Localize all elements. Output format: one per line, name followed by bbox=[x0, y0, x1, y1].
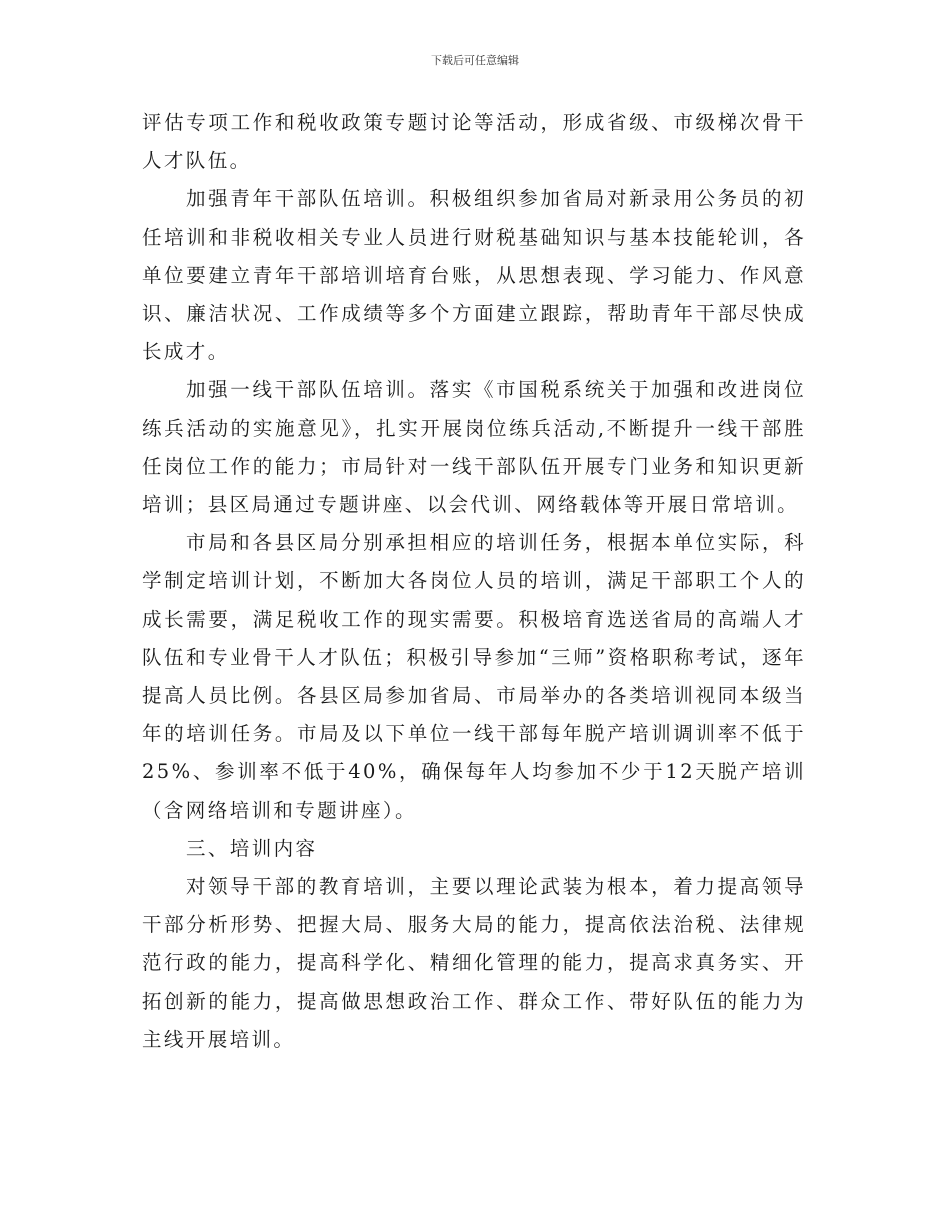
paragraph-3: 加强一线干部队伍培训。落实《市国税系统关于加强和改进岗位练兵活动的实施意见》，扎实开展岗位练兵活动,不断提升一线干部胜任岗位工作的能力；市局针对一线干部队伍开展专门业务和知识更新培训；县区局通过专题讲座、以会代训、网络载体等开展日常培训。 bbox=[142, 378, 806, 517]
section-heading: 三、培训内容 bbox=[186, 836, 318, 860]
paragraph-4: 市局和各县区局分别承担相应的培训任务，根据本单位实际，科学制定培训计划，不断加大各岗位人员的培训，满足干部职工个人的成长需要，满足税收工作的现实需要。积极培育选送省局的高端人才队伍和专业骨干人才队伍；积极引导参加“三师”资格职称考试，逐年提高人员比例。各县区局参加省局、市局举办的各类培训视同本级当年的培训任务。市局及以下单位一线干部每年脱产培训调训率不低于25%、参训率不低于40%，确保每年人均参加不少于12天脱产培训（含网络培训和专题讲座）。 bbox=[142, 531, 806, 822]
document-body bbox=[142, 104, 806, 1059]
page-header: 下载后可任意编辑 bbox=[431, 54, 519, 67]
paragraph-2: 加强青年干部队伍培训。积极组织参加省局对新录用公务员的初任培训和非税收相关专业人员进行财税基础知识与基本技能轮训，各单位要建立青年干部培训培育台账，从思想表现、学习能力、作风意识、廉洁状况、工作成绩等多个方面建立跟踪，帮助青年干部尽快成长成才。 bbox=[142, 187, 806, 364]
paragraph-1: 评估专项工作和税收政策专题讨论等活动，形成省级、市级梯次骨干人才队伍。 bbox=[142, 111, 806, 173]
paragraph-5: 对领导干部的教育培训，主要以理论武装为根本，着力提高领导干部分析形势、把握大局、服务大局的能力，提高依法治税、法律规范行政的能力，提高科学化、精细化管理的能力，提高求真务实、开拓创新的能力，提高做思想政治工作、群众工作、带好队伍的能力为主线开展培训。 bbox=[142, 875, 806, 1051]
